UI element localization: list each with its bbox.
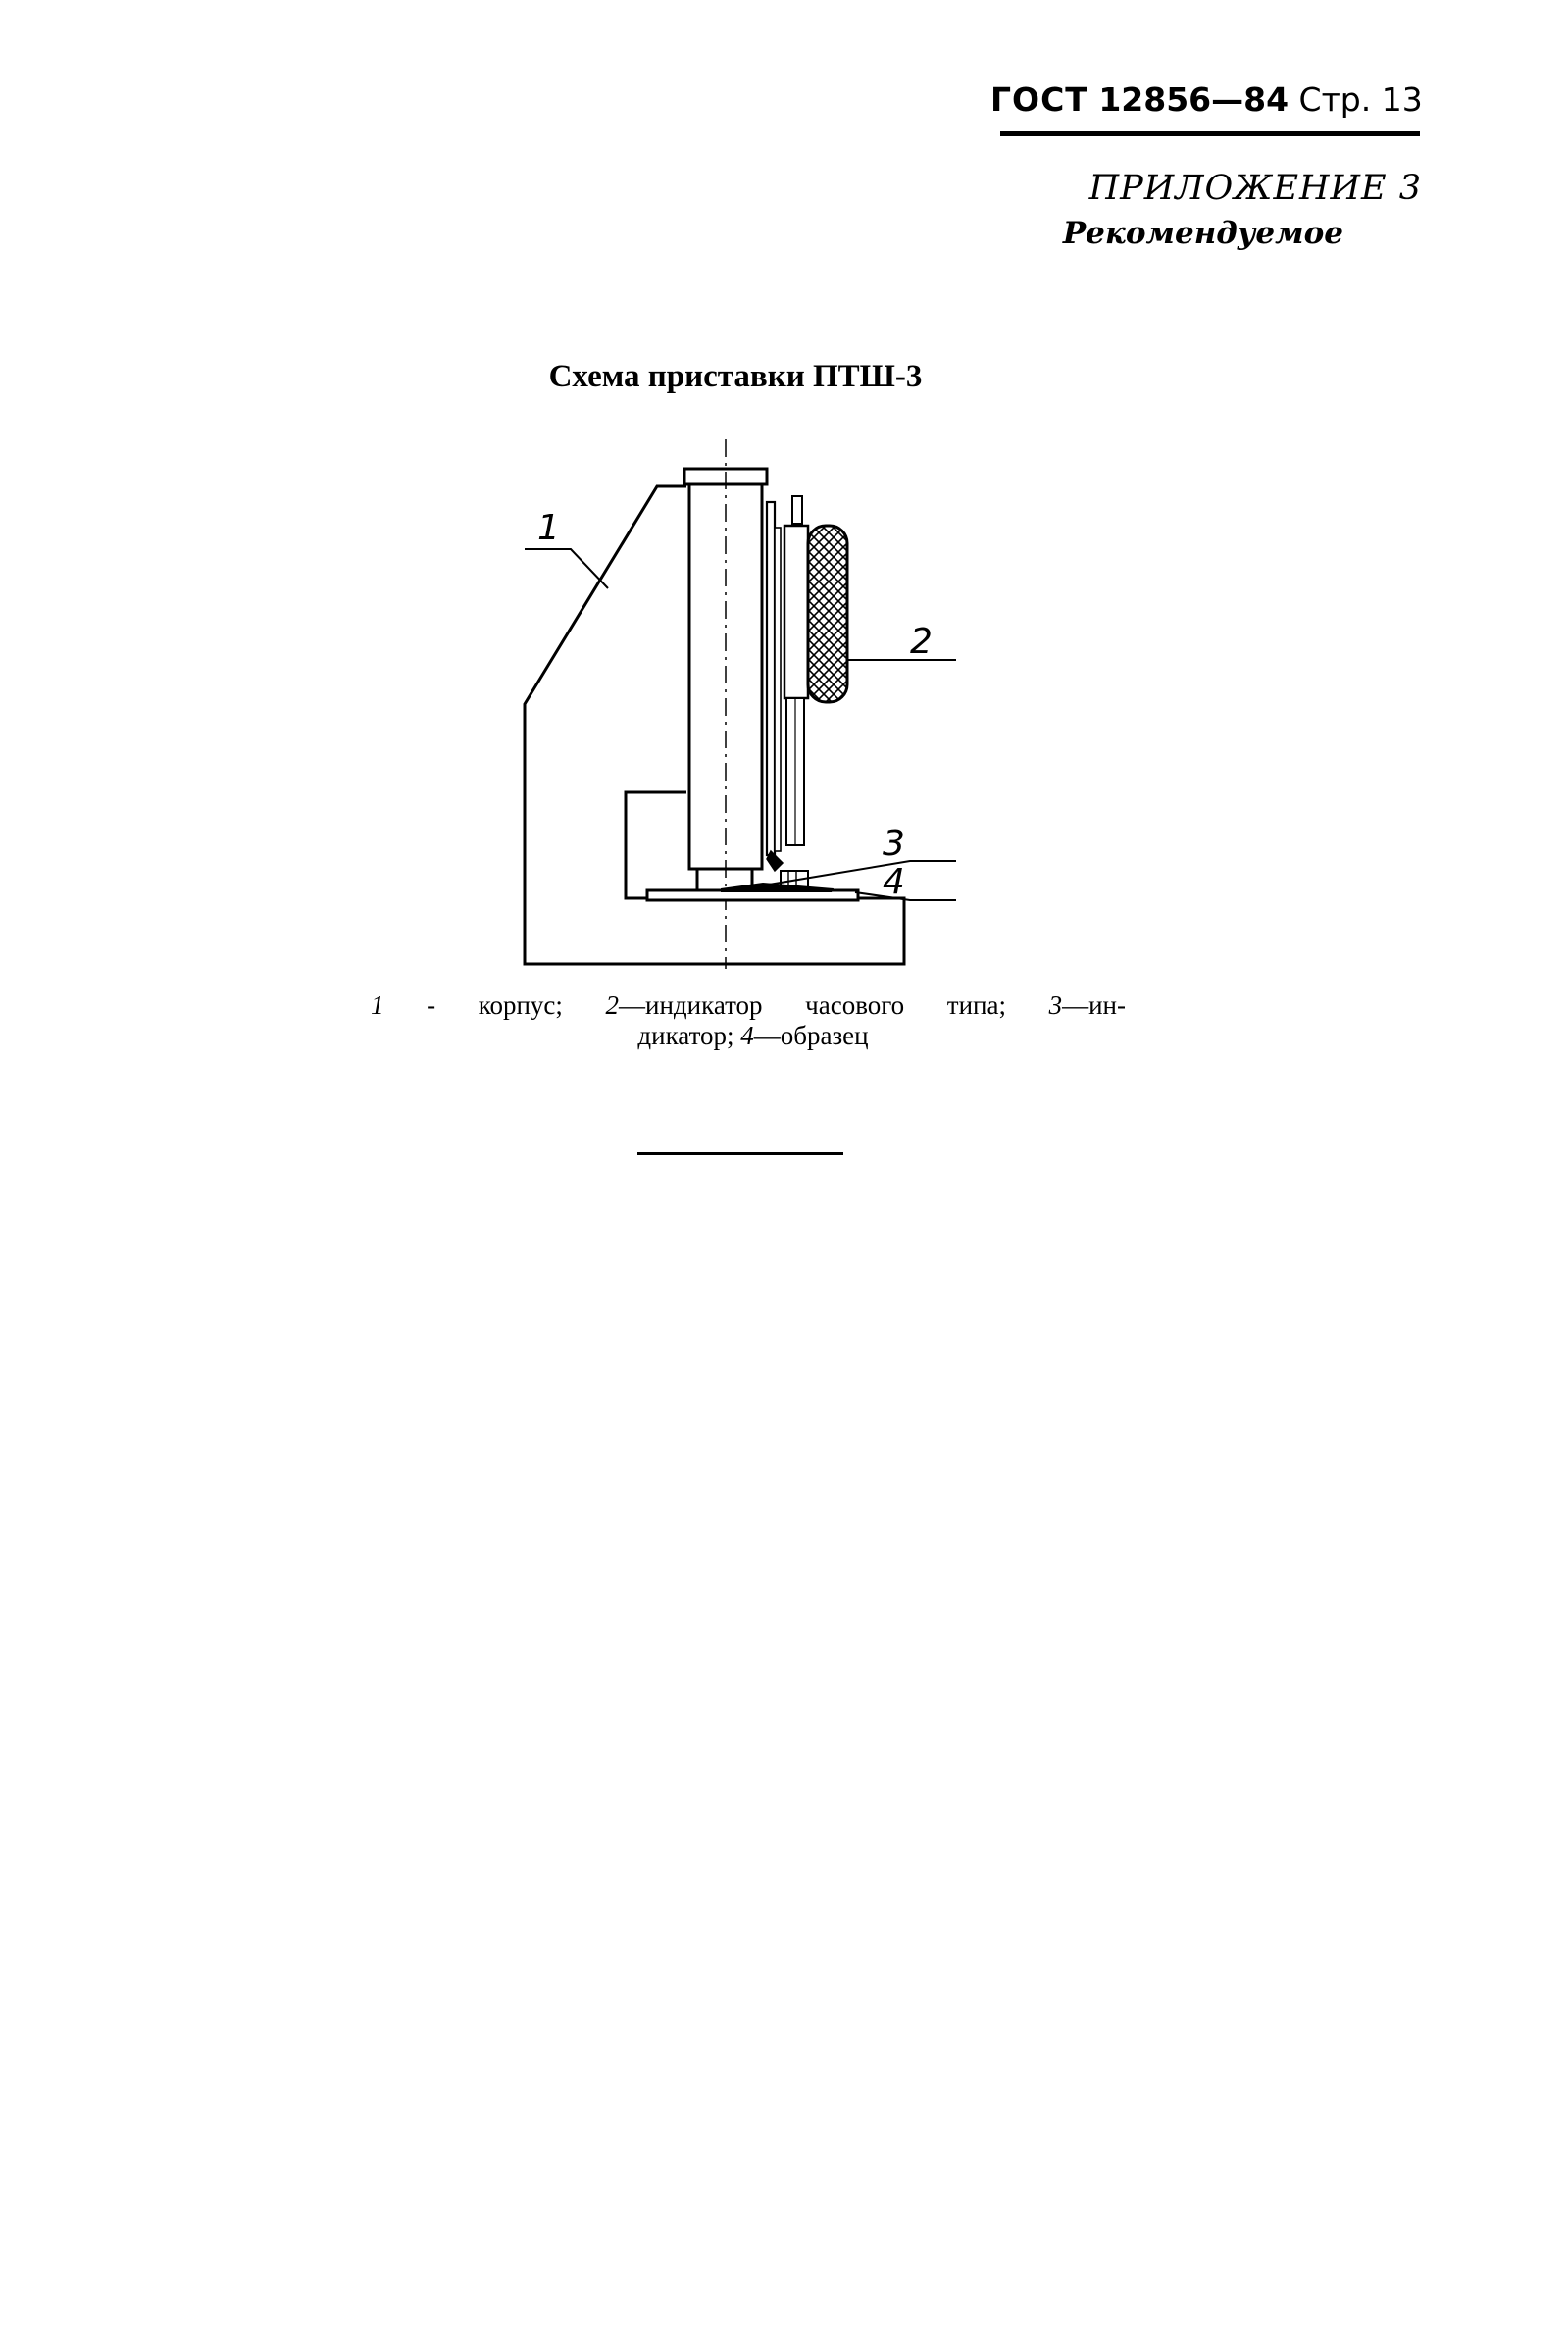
appendix-label: ПРИЛОЖЕНИЕ 3 [1088,169,1422,208]
indicator-body [784,526,808,698]
page-number: Стр. 13 [1298,80,1423,119]
page-header [990,80,1422,139]
indicator-dial [808,526,847,702]
caption-line-2: дикатор; 4—образец [637,1021,869,1050]
standard-code: ГОСТ [990,80,1088,119]
running-head [990,80,1422,120]
indicator-stem-top [792,496,802,524]
housing-inner-step [626,792,686,898]
callout-1: 1 [537,508,560,548]
guide-rod [775,528,781,851]
guide-bar [767,502,775,855]
callout-2: 2 [910,622,933,662]
figure-title: Схема приставки ПТШ-3 [548,359,923,394]
ptsh3-device-drawing [510,439,933,969]
header-rule [1000,131,1420,136]
caption-line-1: 1 - корпус; 2—индикатор часового типа; 3—ин- [371,990,1126,1020]
appendix-status: Рекомендуемое [1062,216,1343,251]
callout-3: 3 [883,824,905,864]
callout-4: 4 [883,862,905,902]
end-rule [637,1152,843,1155]
indicator-tip [767,851,783,871]
standard-number: 12856—84 [1098,80,1290,119]
leader-1 [525,549,608,588]
figure-caption [371,990,1136,1051]
